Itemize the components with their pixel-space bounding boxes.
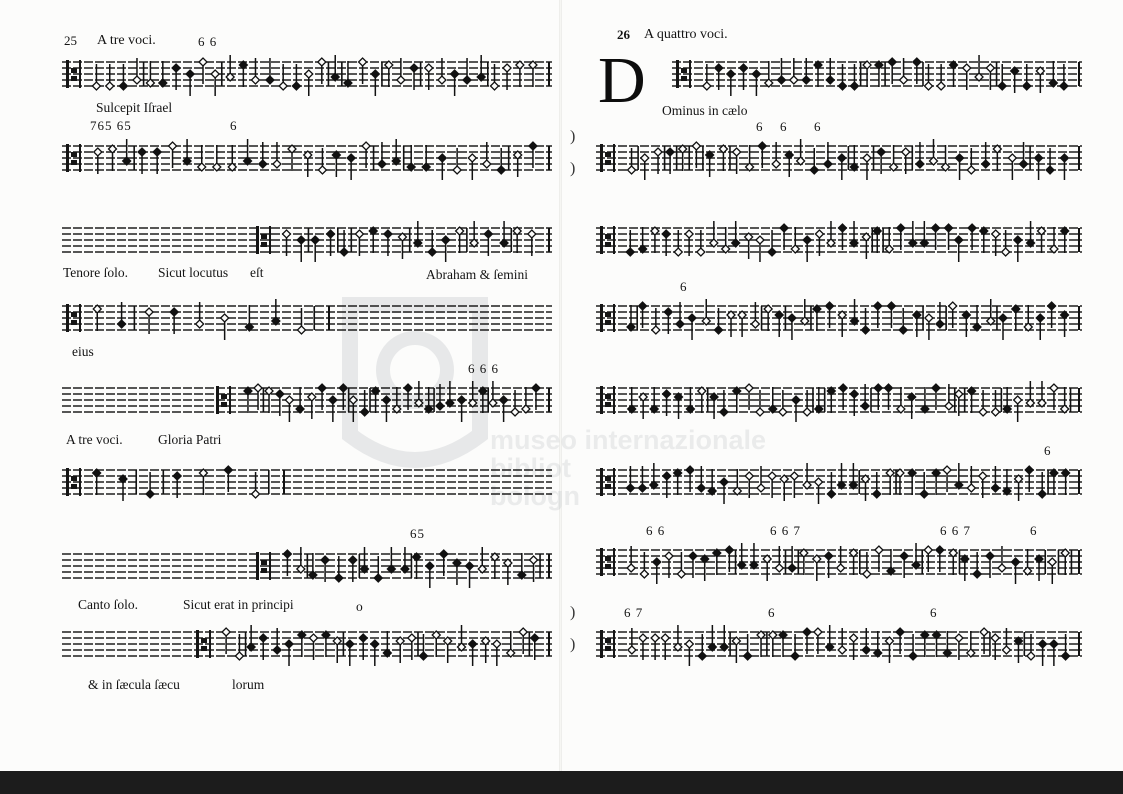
note-mark (1035, 154, 1043, 180)
figures-left-3: 6 (230, 118, 238, 133)
watermark-line-3: bologn (490, 481, 580, 511)
note-mark (688, 314, 696, 340)
lyric-left-2c: eſt (250, 265, 264, 280)
note-mark (1039, 640, 1047, 666)
note-mark (221, 314, 229, 340)
left-page (0, 0, 560, 771)
margin-mark: ) (570, 604, 576, 621)
figures-left-5: 65 (410, 526, 425, 541)
note-mark (311, 236, 319, 262)
watermark-line-2: bibliot (490, 453, 571, 483)
figures-left-4: 6 6 6 (468, 361, 499, 376)
note-mark (1060, 154, 1068, 180)
note-mark (838, 154, 846, 180)
margin-mark: ) (570, 160, 576, 177)
heading-left: A tre voci. (97, 33, 156, 48)
note-mark (297, 236, 305, 262)
staff-right-8 (596, 622, 1082, 670)
note-mark (803, 236, 811, 262)
note-mark (285, 396, 293, 422)
note-mark (468, 154, 476, 180)
watermark-line-1: museo internazionale (490, 425, 767, 455)
note-mark (1048, 558, 1056, 584)
margin-mark: ) (570, 636, 576, 653)
lyric-left-5c: o (356, 599, 363, 614)
lyric-left-4a: A tre voci. (66, 432, 123, 447)
note-mark (371, 70, 379, 96)
note-mark (1036, 314, 1044, 340)
page-number-right: 26 (617, 27, 630, 42)
note-mark (466, 562, 474, 588)
staff-left-7 (62, 544, 552, 592)
note-mark (752, 70, 760, 96)
note-mark (451, 70, 459, 96)
note-mark (685, 640, 693, 666)
figures-right-2: 6 (680, 279, 688, 294)
lyric-left-5b: Sicut erat in principi (183, 597, 294, 612)
note-mark (346, 640, 354, 666)
staff-right-1 (672, 52, 1082, 100)
staff-right-5 (596, 378, 1082, 426)
staff-right-3 (596, 218, 1082, 266)
figures-right-5b: 6 (768, 605, 776, 620)
figures-right-4d: 6 (1030, 523, 1038, 538)
lyric-left-2b: Sicut locutus (158, 265, 229, 280)
page-number-left: 25 (64, 33, 77, 48)
note-mark (211, 70, 219, 96)
staff-left-1 (62, 52, 552, 100)
note-mark (426, 562, 434, 588)
figures-right-1a: 6 (756, 119, 764, 134)
lyric-left-1: Sulcepit Iſrael (96, 100, 173, 115)
note-mark (956, 154, 964, 180)
note-mark (329, 396, 337, 422)
note-mark (442, 236, 450, 262)
note-mark (1012, 558, 1020, 584)
heading-right: A quattro voci. (644, 27, 728, 42)
note-mark (285, 640, 293, 666)
note-mark (1008, 154, 1016, 180)
note-mark (756, 236, 764, 262)
note-mark (500, 396, 508, 422)
figures-left-1: 6 6 (198, 34, 218, 49)
staff-right-6 (596, 460, 1082, 508)
figures-right-4b: 6 6 7 (770, 523, 801, 538)
note-mark (1014, 236, 1022, 262)
staff-left-6 (62, 460, 552, 508)
lyric-left-2a: Tenore ſolo. (63, 265, 129, 280)
lyric-left-6b: lorum (232, 677, 265, 692)
scan-border (0, 771, 1123, 794)
note-mark (727, 70, 735, 96)
note-mark (438, 154, 446, 180)
lyric-left-2d: Abraham & ſemini (426, 267, 528, 282)
staff-left-5 (62, 378, 552, 426)
note-mark (720, 478, 728, 504)
figures-right-5a: 6 7 (624, 605, 644, 620)
note-mark (815, 478, 823, 504)
staff-right-7 (596, 540, 1082, 588)
note-mark (925, 314, 933, 340)
lyric-left-3: eius (72, 344, 94, 359)
note-mark (999, 314, 1007, 340)
lyric-right-1: Ominus in cælo (662, 103, 748, 118)
figures-right-3: 6 (1044, 443, 1052, 458)
note-mark (382, 396, 390, 422)
note-mark (186, 70, 194, 96)
note-mark (458, 396, 466, 422)
staff-right-4 (596, 296, 1082, 344)
decorated-initial: D (598, 44, 646, 117)
note-mark (653, 558, 661, 584)
figures-right-4a: 6 6 (646, 523, 666, 538)
margin-mark: ) (570, 128, 576, 145)
lyric-left-5a: Canto ſolo. (78, 597, 138, 612)
figures-left-2: 765 65 (90, 118, 132, 133)
note-mark (863, 154, 871, 180)
figures-right-5c: 6 (930, 605, 938, 620)
staff-left-3 (62, 218, 552, 266)
lyric-left-4b: Gloria Patri (158, 432, 222, 447)
note-mark (788, 314, 796, 340)
figures-right-4c: 6 6 7 (940, 523, 971, 538)
staff-left-2 (62, 136, 552, 184)
note-mark (1014, 396, 1022, 422)
note-mark (641, 154, 649, 180)
note-mark (469, 640, 477, 666)
note-mark (493, 640, 501, 666)
figures-right-1c: 6 (814, 119, 822, 134)
note-mark (955, 236, 963, 262)
note-mark (371, 640, 379, 666)
note-mark (349, 396, 357, 422)
figures-right-1b: 6 (780, 119, 788, 134)
note-mark (792, 396, 800, 422)
note-mark (305, 70, 313, 96)
staff-right-2 (596, 136, 1082, 184)
lyric-left-6a: & in ſæcula ſæcu (88, 677, 180, 692)
note-mark (1050, 640, 1058, 666)
staff-left-4 (62, 296, 552, 344)
note-mark (347, 154, 355, 180)
staff-left-8 (62, 622, 552, 670)
